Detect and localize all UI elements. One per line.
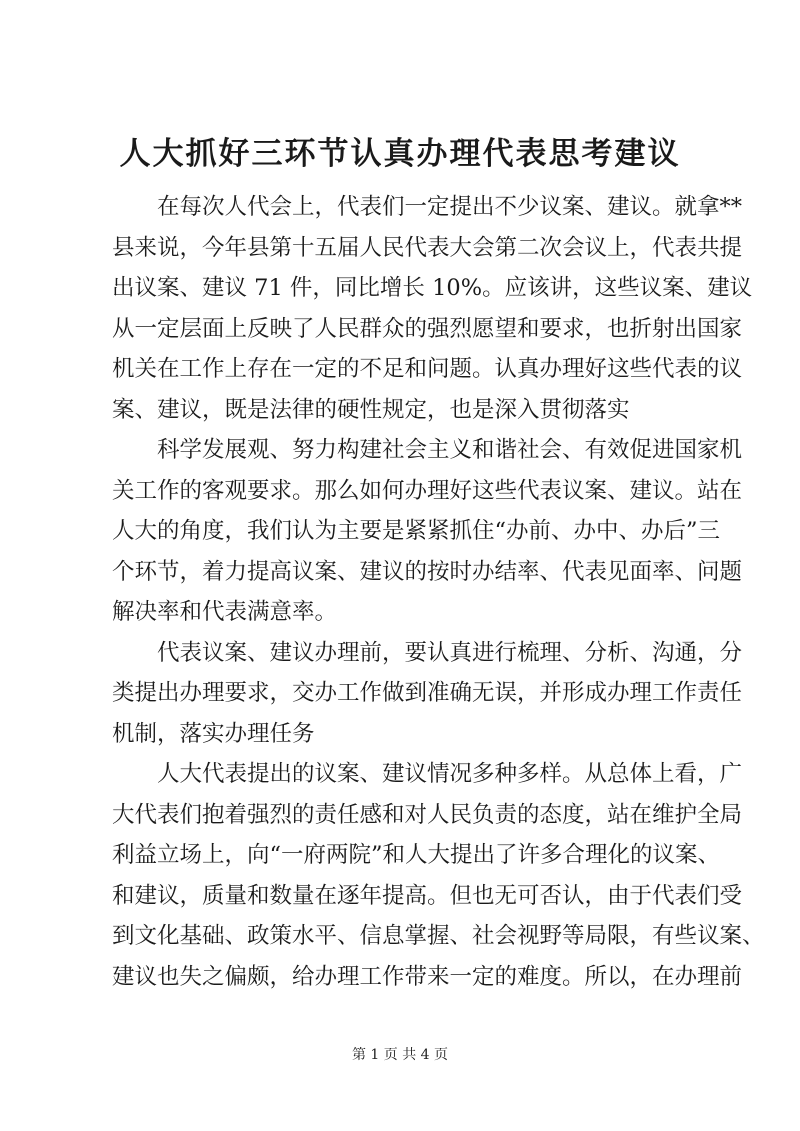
text-line: 在每次人代会上，代表们一定提出不少议案、建议。就拿** — [157, 194, 743, 220]
paragraph-4 — [112, 754, 765, 997]
text-line: 人大代表提出的议案、建议情况多种多样。从总体上看，广 — [157, 761, 743, 787]
text-line: 出议案、建议 71 件，同比增长 10%。应该讲，这些议案、建议 — [112, 275, 753, 301]
text-line: 个环节，着力提高议案、建议的按时办结率、代表见面率、问题 — [112, 558, 743, 585]
text-line: 机制，落实办理任务 — [112, 720, 315, 747]
text-line: 解决率和代表满意率。 — [112, 599, 338, 625]
text-line: 县来说，今年县第十五届人民代表大会第二次会议上，代表共提 — [112, 234, 743, 261]
text-line: 科学发展观、努力构建社会主义和谐社会、有效促进国家机 — [157, 437, 743, 463]
text-line: 大代表们抱着强烈的责任感和对人民负责的态度，站在维护全局 — [112, 801, 743, 828]
text-line: 到文化基础、政策水平、信息掌握、社会视野等局限，有些议案、 — [112, 923, 765, 949]
paragraph-1 — [112, 187, 753, 430]
text-line: 人大的角度，我们认为主要是紧紧抓住“办前、办中、办后”三 — [112, 518, 721, 544]
text-line: 机关在工作上存在一定的不足和问题。认真办理好这些代表的议 — [112, 356, 743, 382]
document-body — [112, 187, 765, 997]
text-line: 案、建议，既是法律的硬性规定，也是深入贯彻落实 — [112, 396, 630, 423]
text-line: 和建议，质量和数量在逐年提高。但也无可否认，由于代表们受 — [112, 882, 743, 909]
text-line: 建议也失之偏颇，给办理工作带来一定的难度。所以，在办理前 — [112, 963, 743, 990]
text-line: 类提出办理要求，交办工作做到准确无误，并形成办理工作责任 — [112, 680, 743, 706]
page-footer: 第 1 页 共 4 页 — [351, 1047, 449, 1063]
text-line: 代表议案、建议办理前，要认真进行梳理、分析、沟通，分 — [157, 639, 743, 666]
text-line: 关工作的客观要求。那么如何办理好这些代表议案、建议。站在 — [112, 477, 743, 504]
paragraph-2 — [112, 430, 743, 633]
page-title: 人大抓好三环节认真办理代表思考建议 — [119, 136, 681, 172]
paragraph-3 — [112, 633, 743, 755]
text-line: 利益立场上，向“一府两院”和人大提出了许多合理化的议案、 — [112, 842, 721, 868]
text-line: 从一定层面上反映了人民群众的强烈愿望和要求，也折射出国家 — [112, 315, 743, 342]
